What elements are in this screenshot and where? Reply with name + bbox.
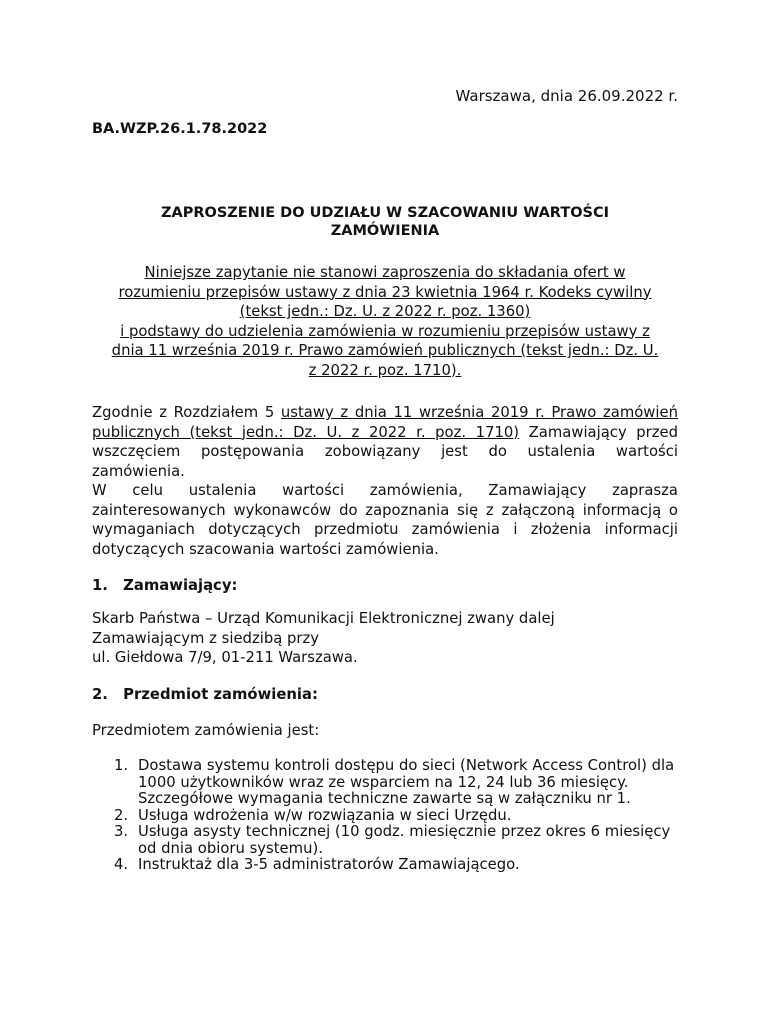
subject-items-list <box>92 758 678 874</box>
intro-paragraph-1 <box>92 403 678 481</box>
list-item-text: Usługa asysty technicznej (10 godz. miesięcznie przez okres 6 miesięcy od dnia obioru systemu). <box>138 823 671 857</box>
intro-text <box>92 403 678 559</box>
intro-p1-before: Zgodnie z Rozdziałem 5 <box>92 404 281 421</box>
address-line: Zamawiającym z siedzibą przy <box>92 629 319 647</box>
intro-paragraph-2: W celu ustalenia wartości zamówienia, Zamawiający zaprasza zainteresowanych wykonawców do zapoznania się z załączoną informacją o wymaganiach dotyczących przedmiotu zamówienia i złożenia informacji dotyczących szacowania wartości zamówienia. <box>92 482 678 558</box>
section-2-number: 2. <box>92 686 108 703</box>
subject-intro: Przedmiotem zamówienia jest: <box>92 722 320 739</box>
list-item-text: Dostawa systemu kontroli dostępu do sieci (Network Access Control) dla 1000 użytkowników wraz ze wsparciem na 12, 24 lub 36 miesięcy. Szczegółowe wymagania techniczne zawarte są w załączniku nr 1. <box>138 757 675 807</box>
section-2-heading <box>92 685 318 705</box>
title-line-2: ZAMÓWIENIA <box>330 223 440 239</box>
list-item-text: Instruktaż dla 3-5 administratorów Zamawiającego. <box>138 856 520 873</box>
section-1-number: 1. <box>92 577 108 594</box>
statute-reference: ustawy z dnia 11 września 2019 r. Prawo zamówień publicznych (tekst jedn.: Dz. U. z 2022 r. poz. 1710) <box>92 404 678 441</box>
section-1-heading <box>92 576 237 596</box>
list-item-number: 2. <box>114 806 129 824</box>
notice-line: Niniejsze zapytanie nie stanowi zaproszenia do składania ofert w <box>144 264 626 281</box>
list-item-text: Usługa wdrożenia w/w rozwiązania w sieci Urzędu. <box>138 806 512 824</box>
notice-line: z 2022 r. poz. 1710). <box>308 361 462 379</box>
notice-line: i podstawy do udzielenia zamówienia w rozumieniu przepisów ustawy z <box>120 322 650 340</box>
document-title <box>92 204 678 240</box>
notice-line: (tekst jedn.: Dz. U. z 2022 r. poz. 1360) <box>239 303 531 320</box>
notice-line: rozumieniu przepisów ustawy z dnia 23 kwietnia 1964 r. Kodeks cywilny <box>118 283 652 301</box>
reference-number: BA.WZP.26.1.78.2022 <box>92 121 268 137</box>
notice-line: dnia 11 września 2019 r. Prawo zamówień publicznych (tekst jedn.: Dz. U. <box>111 342 659 359</box>
list-item <box>92 808 678 825</box>
document-date: Warszawa, dnia 26.09.2022 r. <box>455 87 678 105</box>
contracting-authority-address <box>92 609 678 668</box>
section-2-title: Przedmiot zamówienia: <box>123 686 318 703</box>
list-item-number: 4. <box>114 856 129 873</box>
list-item <box>92 758 678 808</box>
title-line-1: ZAPROSZENIE DO UDZIAŁU W SZACOWANIU WARTOŚCI <box>160 205 610 221</box>
address-line: Skarb Państwa – Urząd Komunikacji Elektronicznej zwany dalej <box>92 610 555 627</box>
list-item-number: 3. <box>114 823 129 840</box>
intro-p1-after: Zamawiający przed wszczęciem postępowania zobowiązany jest do ustalenia wartości zamówienia. <box>92 423 679 480</box>
list-item-number: 1. <box>114 757 129 774</box>
list-item <box>92 857 678 874</box>
section-1-title: Zamawiający: <box>123 577 238 594</box>
list-item <box>92 824 678 857</box>
address-line: ul. Giełdowa 7/9, 01-211 Warszawa. <box>92 649 358 666</box>
legal-notice <box>92 263 678 380</box>
